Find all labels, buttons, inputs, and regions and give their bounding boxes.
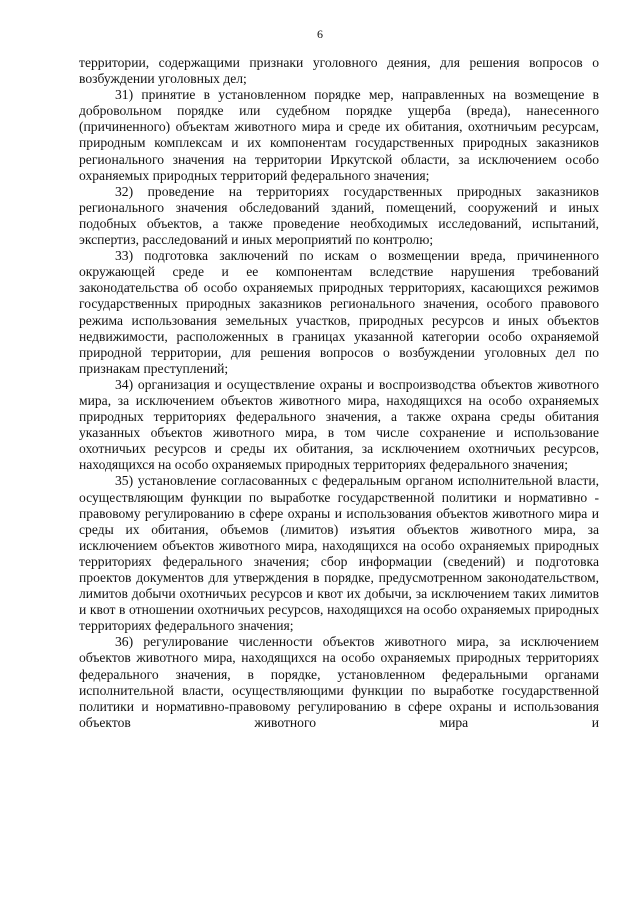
paragraph-item-31: 31) принятие в установленном порядке мер, направленных на возмещение в добровольном порядке или судебном порядке ущерба (вреда), нанесенного (причиненного) объектам животного мира и среде их обитания, охотничьим ресурсам, природным комплексам и их компонентам государственных природных заказников регионального значения на территории Иркутской области, за исключением особо охраняемых природных территорий федерального значения; xyxy=(79,87,599,183)
paragraph-item-33: 33) подготовка заключений по искам о возмещении вреда, причиненного окружающей среде и ее компонентам вследствие нарушения требований законодательства об особо охраняемых природных территориях, касающихся режимов государственных природных заказников регионального значения, особого правового режима использования земельных участков, природных ресурсов и иных объектов недвижимости, расположенных в границах указанной категории особо охраняемой природной территории, для решения вопросов о возбуждении уголовных дел по признакам преступлений; xyxy=(79,248,599,376)
page-body xyxy=(79,55,599,731)
paragraph-item-35: 35) установление согласованных с федеральным органом исполнительной власти, осуществляющим функции по выработке государственной политики и нормативно - правовому регулированию в сфере охраны и использования объектов животного мира и среды их обитания, объемов (лимитов) изъятия объектов животного мира, за исключением объектов животного мира, находящихся на особо охраняемых природных территориях федерального значения; сбор информации (сведений) и подготовка проектов документов для утверждения в порядке, предусмотренном законодательством, лимитов добычи охотничьих ресурсов и квот их добычи, за исключением таких лимитов и квот в отношении охотничьих ресурсов, находящихся на особо охраняемых природных территориях федерального значения; xyxy=(79,473,599,634)
page-number: 6 xyxy=(317,27,323,41)
paragraph-item-36: 36) регулирование численности объектов животного мира, за исключением объектов животного мира, находящихся на особо охраняемых природных территориях федерального значения, в порядке, установленном федеральными органами исполнительной власти, осуществляющими функции по выработке государственной политики и нормативно-правовому регулированию в сфере охраны и использования объектов животного мира и xyxy=(79,634,599,730)
paragraph-item-34: 34) организация и осуществление охраны и воспроизводства объектов животного мира, за исключением объектов животного мира, находящихся на особо охраняемых природных территориях федерального значения, а также охрана среды обитания указанных объектов животного мира, в том числе сохранение и использование охотничьих ресурсов и среды их обитания, за исключением охотничьих ресурсов, находящихся на особо охраняемых природных территориях федерального значения; xyxy=(79,376,599,473)
paragraph-item-32: 32) проведение на территориях государственных природных заказников регионального значения обследований зданий, помещений, сооружений и иных подобных объектов, а также проведение необходимых исследований, испытаний, экспертиз, расследований и иных мероприятий по контролю; xyxy=(79,183,599,248)
paragraph-continuation: территории, содержащими признаки уголовного деяния, для решения вопросов о возбуждении уголовных дел; xyxy=(79,55,599,87)
